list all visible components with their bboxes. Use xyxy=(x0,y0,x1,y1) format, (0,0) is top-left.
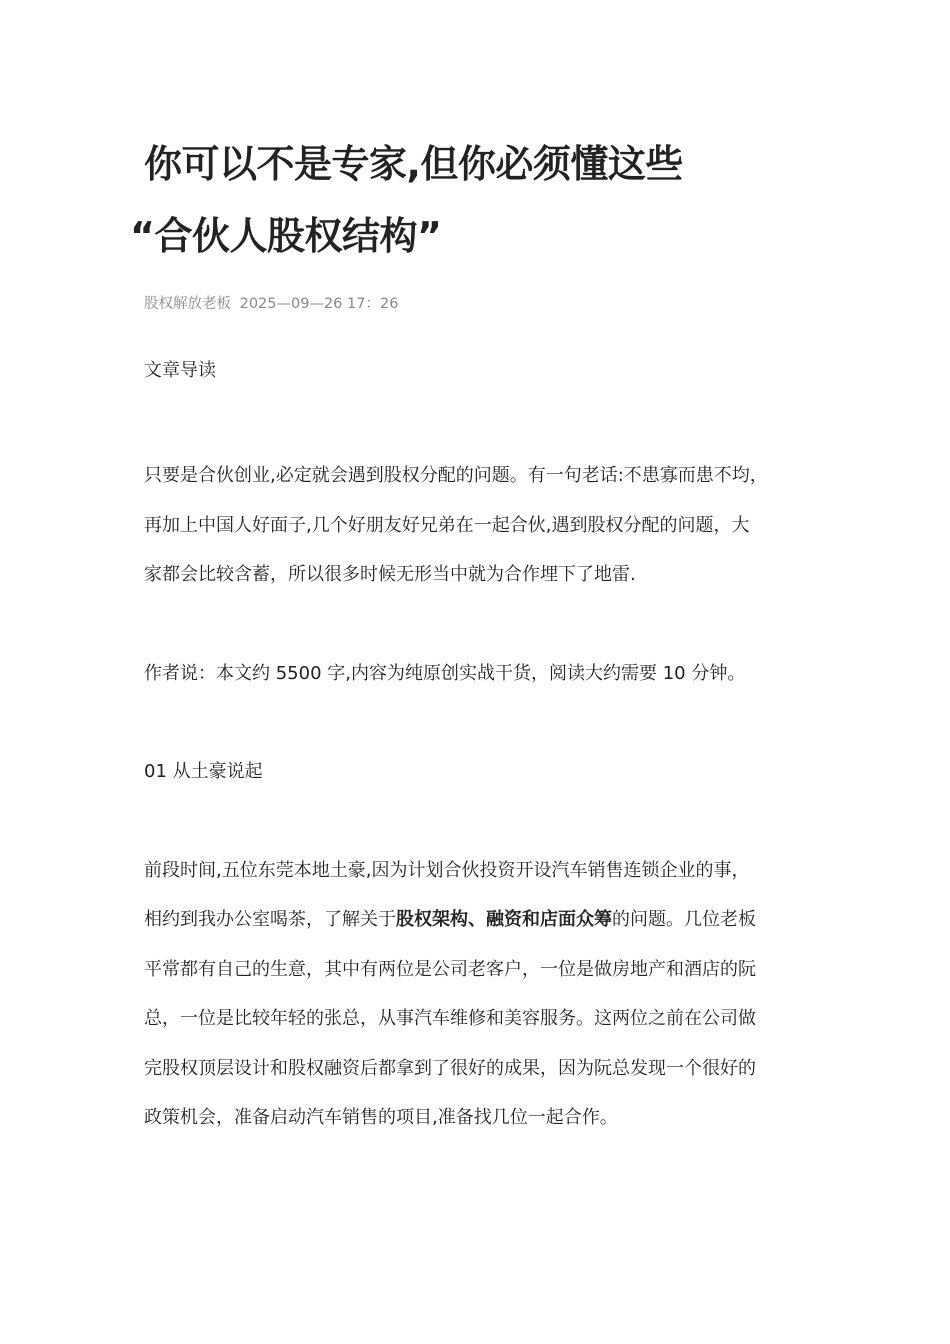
article-meta xyxy=(144,294,804,314)
article-title xyxy=(130,128,804,272)
body-text: 相约到我办公室喝茶，了解关于 xyxy=(144,909,396,930)
publish-date: 2025—09—26 17：26 xyxy=(239,296,399,312)
section-heading xyxy=(144,747,804,797)
lead-label: 文章导读 xyxy=(144,360,216,381)
author-name[interactable]: 股权解放老板 xyxy=(144,296,231,312)
intro-paragraph xyxy=(144,451,804,600)
body-line: 前段时间,五位东莞本地土豪,因为计划合伙投资开设汽车销售连锁企业的事， xyxy=(144,859,750,881)
body-line: 完股权顶层设计和股权融资后都拿到了很好的成果，因为阮总发现一个很好的 xyxy=(144,1057,756,1079)
body-paragraph xyxy=(144,846,804,1143)
article xyxy=(130,128,804,1143)
body-line xyxy=(144,895,804,945)
body-line: 总，一位是比较年轻的张总，从事汽车维修和美容服务。这两位之前在公司做 xyxy=(144,1008,756,1029)
author-note-text: 作者说：本文约 5500 字,内容为纯原创实战干货，阅读大约需要 10 分钟。 xyxy=(144,662,746,684)
intro-line: 家都会比较含蓄，所以很多时候无形当中就为合作埋下了地雷. xyxy=(144,564,636,585)
body-text: 的问题。几位老板 xyxy=(612,909,756,930)
body-line: 政策机会，准备启动汽车销售的项目,准备找几位一起合作。 xyxy=(144,1107,618,1128)
intro-line: 再加上中国人好面子,几个好朋友好兄弟在一起合伙,遇到股权分配的问题，大 xyxy=(144,514,750,536)
bold-keywords: 股权架构、融资和店面众筹 xyxy=(396,909,612,930)
title-line-2: “合伙人股权结构” xyxy=(130,214,442,258)
section-heading-text: 01 从土豪说起 xyxy=(144,761,263,782)
title-line-1: 你可以不是专家,但你必须懂这些 xyxy=(144,142,683,186)
intro-line: 只要是合伙创业,必定就会遇到股权分配的问题。有一句老话:不患寡而患不均， xyxy=(144,465,768,486)
body-line: 平常都有自己的生意，其中有两位是公司老客户，一位是做房地产和酒店的阮 xyxy=(144,958,756,980)
author-note xyxy=(144,649,804,699)
